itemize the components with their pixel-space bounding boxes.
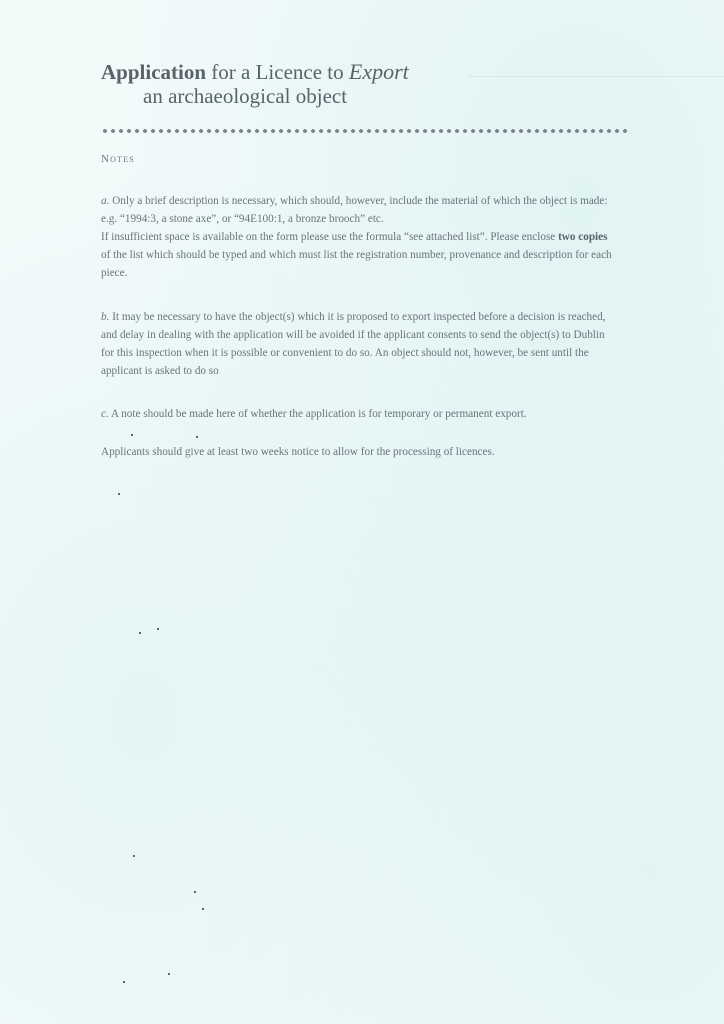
scan-speck [202, 908, 204, 910]
note-a-part-2 [101, 228, 616, 282]
note-a-part-1 [101, 192, 616, 228]
note-a [101, 192, 616, 282]
title-word-application: Application [101, 60, 207, 84]
note-d-paragraph: Applicants should give at least two weeks notice to allow for the processing of licences. [101, 446, 495, 458]
note-c-paragraph [101, 405, 616, 423]
note-b-letter: b. [101, 311, 110, 323]
note-d [101, 443, 616, 461]
note-b [101, 308, 616, 380]
note-c [101, 405, 616, 423]
scan-speck [118, 493, 120, 495]
scan-speck [194, 891, 196, 893]
note-a-text-3: of the list which should be typed and which must list the registration number, provenance and description for each piece. [101, 249, 612, 279]
note-a-text-1: Only a brief description is necessary, which should, however, include the material of which the object is made: e.g. “1994:3, a stone axe”, or “94E100:1, a bronze brooch” etc. [101, 195, 608, 225]
form-title [101, 60, 661, 108]
scan-speck [133, 855, 135, 857]
dotted-divider [101, 128, 627, 134]
note-a-text-2: If insufficient space is available on the form please use the formula “see attached list”. Please enclose [101, 231, 559, 243]
note-a-letter: a. [101, 195, 110, 207]
title-line-2: an archaeological object [143, 84, 348, 108]
title-rule [468, 76, 724, 77]
note-b-text: It may be necessary to have the object(s) which it is proposed to export inspected before a decision is reached, and delay in dealing with the application will be avoided if the applicant consents to send the object(s) to Dublin for this inspection when it is possible or convenient to do so. An object should not, however, be sent until the applicant is asked to do so [101, 311, 606, 377]
scan-speck [139, 632, 141, 634]
title-line-1 [101, 60, 661, 84]
scan-speck [196, 436, 198, 438]
title-part-for: for a Licence to [206, 60, 349, 84]
title-word-export: Export [348, 59, 409, 84]
scan-speck [131, 434, 133, 436]
scan-speck [123, 981, 125, 983]
note-c-letter: c. [101, 408, 109, 420]
scan-speck [157, 628, 159, 630]
note-b-paragraph [101, 308, 616, 380]
note-c-text: A note should be made here of whether the application is for temporary or permanent export. [108, 408, 527, 420]
notes-heading: Notes [101, 153, 135, 165]
note-a-bold-two-copies: two copies [558, 231, 608, 243]
scan-speck [168, 973, 170, 975]
